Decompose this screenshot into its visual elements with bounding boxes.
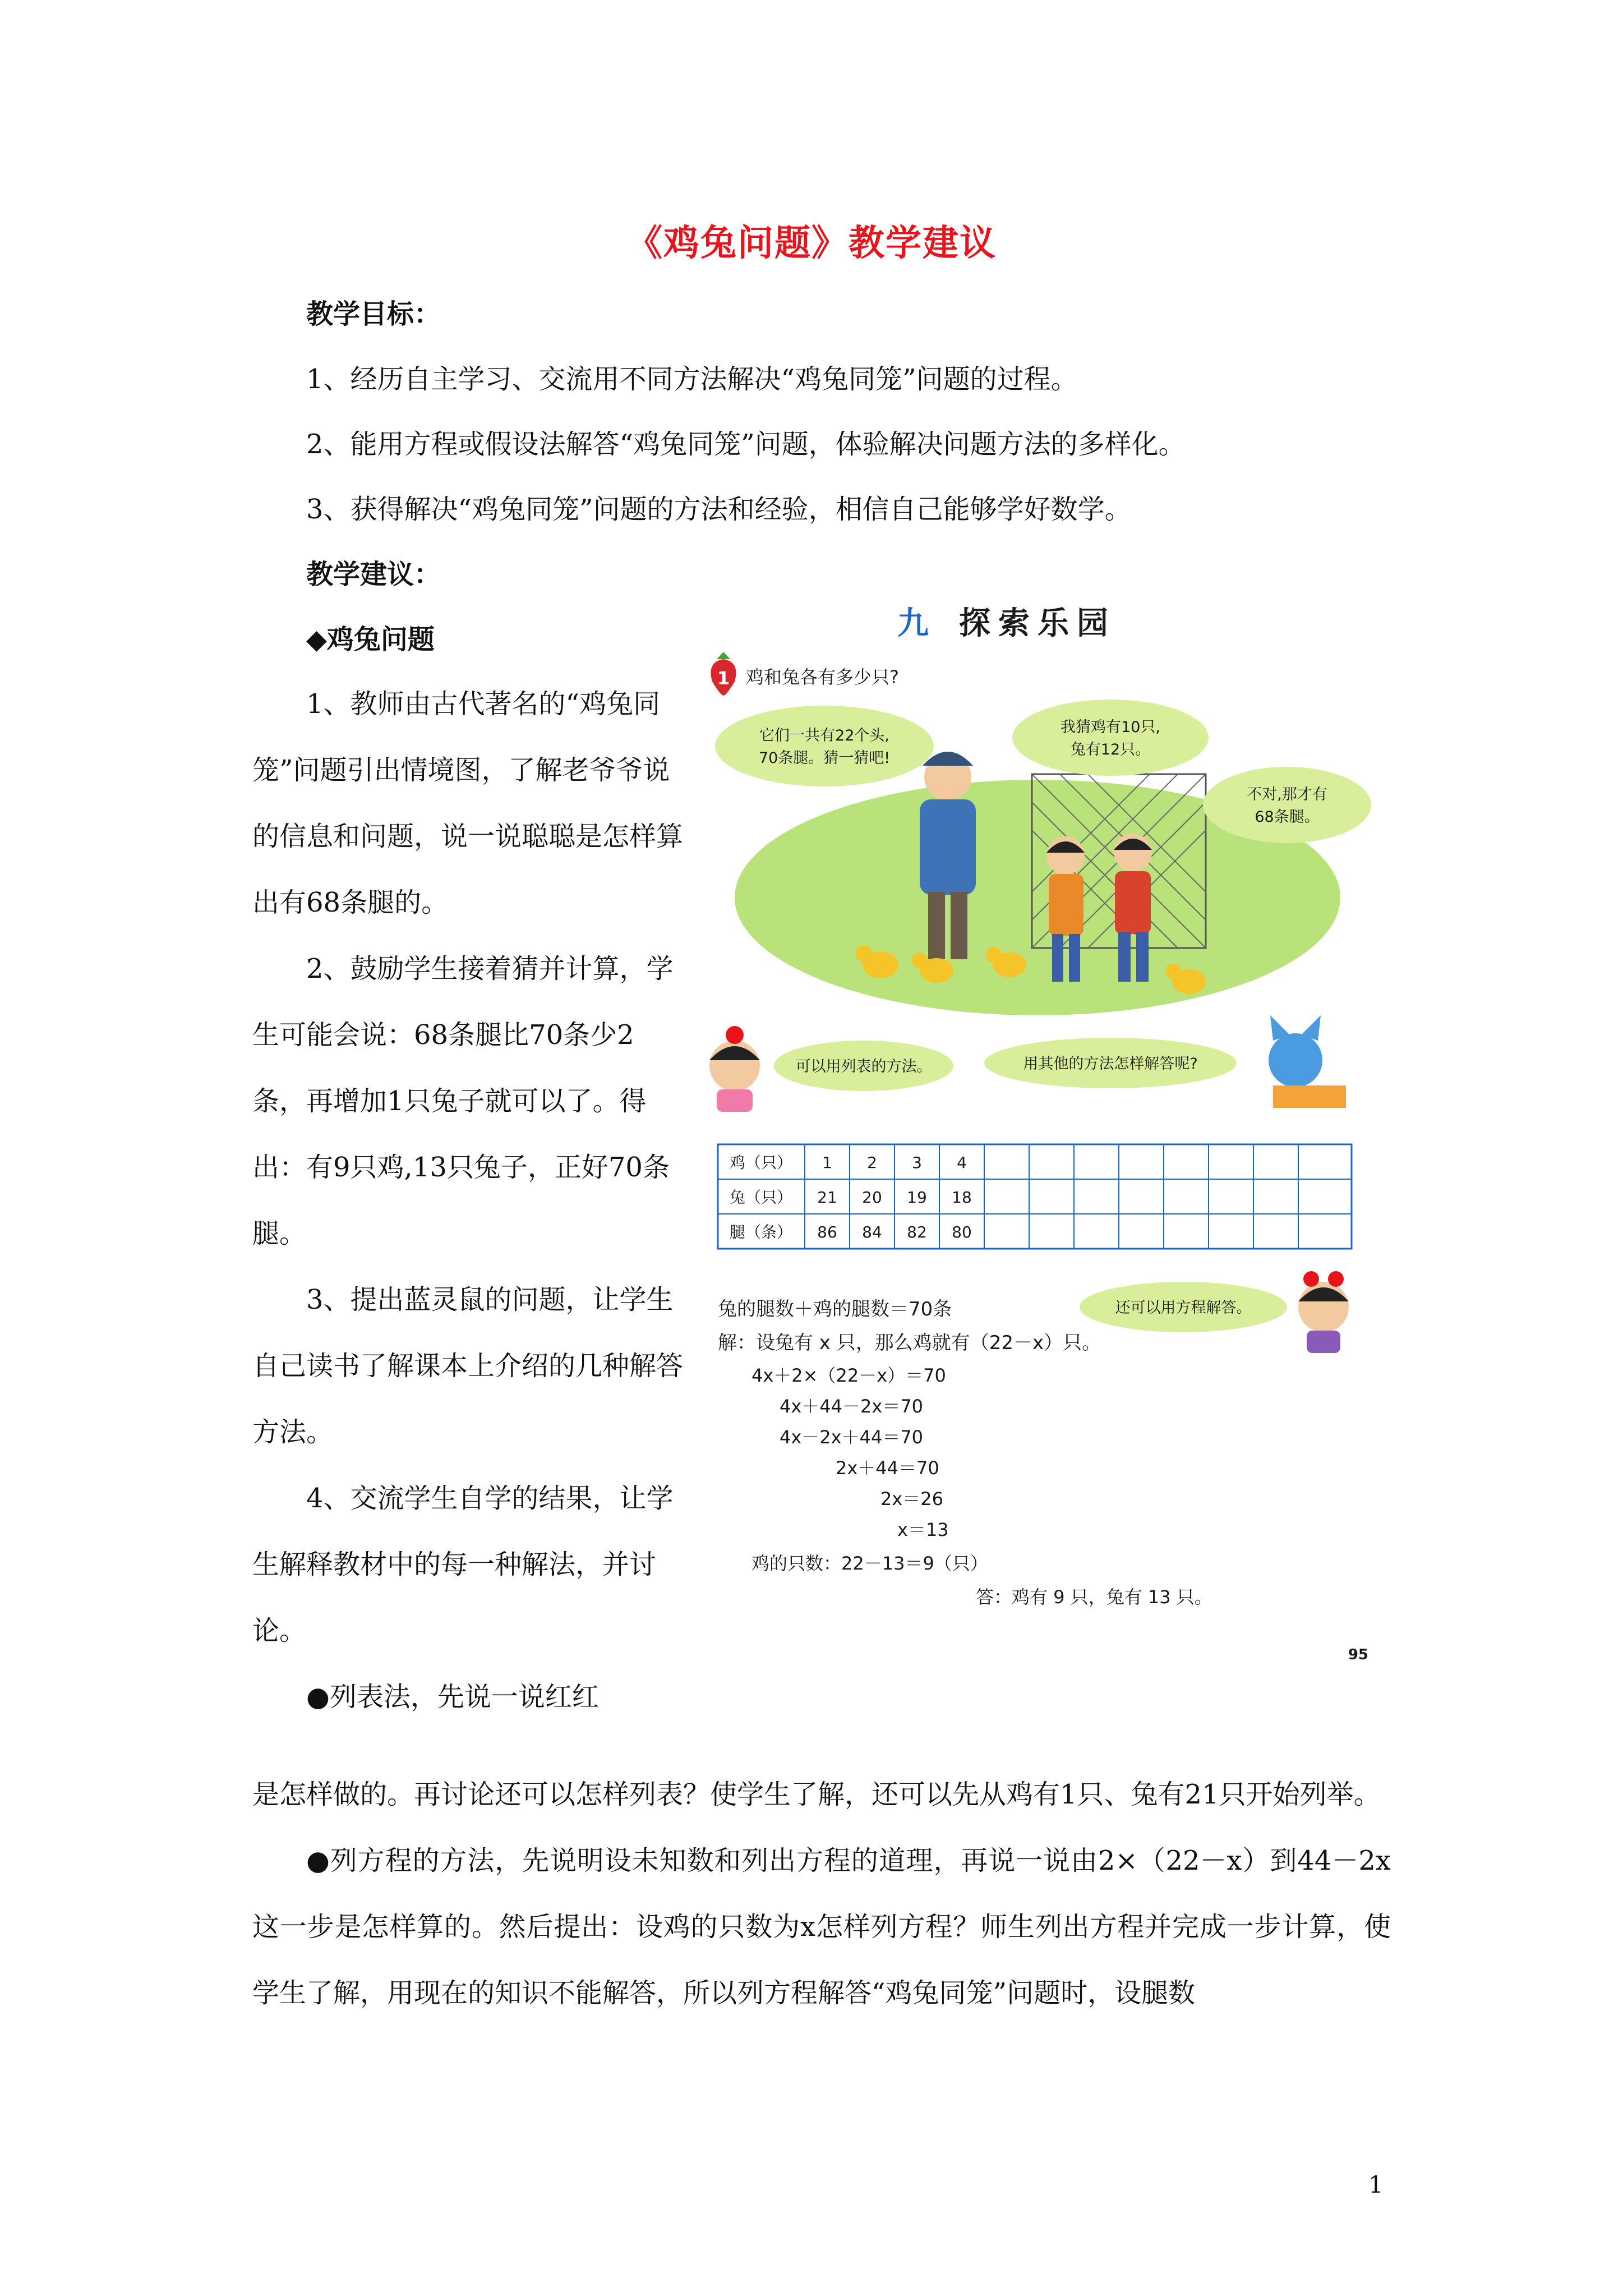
chapter-number: 九 xyxy=(897,606,929,642)
solution-intro: 解：设兔有 x 只，那么鸡就有（22－x）只。 xyxy=(718,1332,1101,1354)
table-cell: 18 xyxy=(952,1188,972,1207)
svg-text:它们一共有22个头,: 它们一共有22个头, xyxy=(759,727,889,744)
column-paragraph-1: 1、教师由古代著名的“鸡兔同笼”问题引出情境图，了解老爷爷说的信息和问题，说一说聪聪是怎样算出有68条腿的。 xyxy=(252,688,684,918)
table-row-label: 兔（只） xyxy=(729,1188,793,1207)
full-paragraph-1: 是怎样做的。再讨论还可以怎样列表？使学生了解，还可以先从鸡有1只、兔有21只开始列举。 xyxy=(252,1779,1381,1810)
column-paragraph-2: 2、鼓励学生接着猜并计算，学生可能会说：68条腿比70条少2条，再增加1只兔子就可以了。得出：有9只鸡,13只兔子，正好70条腿。 xyxy=(252,953,674,1249)
section-heading: ◆鸡兔问题 xyxy=(306,624,435,655)
objective-3: 3、获得解决“鸡兔同笼”问题的方法和经验，相信自己能够学好数学。 xyxy=(306,494,1132,525)
table-cell: 3 xyxy=(912,1153,922,1172)
problem-question: 鸡和兔各有多少只? xyxy=(746,666,899,688)
table-cell: 20 xyxy=(862,1188,882,1207)
page-number: 1 xyxy=(1368,2171,1384,2198)
table-cell: 4 xyxy=(957,1153,967,1172)
objective-1: 1、经历自主学习、交流用不同方法解决“鸡兔同笼”问题的过程。 xyxy=(306,364,1078,395)
table-cells xyxy=(730,1153,972,1241)
table-cell: 80 xyxy=(952,1223,972,1241)
girl-avatar xyxy=(709,1026,760,1112)
table-row-label: 鸡（只） xyxy=(729,1153,793,1172)
bubble-girl xyxy=(774,1041,953,1091)
solution-step: 2x＝26 xyxy=(880,1488,944,1510)
equation-heading: 兔的腿数＋鸡的腿数＝70条 xyxy=(718,1298,952,1320)
solution-step: 4x＋2×（22－x）＝70 xyxy=(751,1365,946,1386)
solution-step: 4x＋44－2x＝70 xyxy=(780,1396,924,1417)
objectives-heading: 教学目标： xyxy=(306,298,441,330)
table-cell: 86 xyxy=(817,1223,837,1241)
table-cell: 19 xyxy=(907,1188,927,1207)
table-cell: 84 xyxy=(862,1223,882,1241)
table-cell: 2 xyxy=(867,1153,877,1172)
bullet-list-method-start: ●列表法，先说一说红红 xyxy=(306,1681,599,1713)
table-cell: 82 xyxy=(907,1223,927,1241)
column-paragraph-3: 3、提出蓝灵鼠的问题，让学生自己读书了解课本上介绍的几种解答方法。 xyxy=(252,1284,684,1448)
full-paragraph-2: ●列方程的方法，先说明设未知数和列出方程的道理，再说一说由2×（22－x）到44－2x这一步是怎样算的。然后提出：设鸡的只数为x怎样列方程？师生列出方程并完成一步计算，使学生了解，用现在的知识不能解答，所以列方程解答“鸡兔同笼”问题时，设腿数 xyxy=(252,1845,1391,2009)
bubble-grandpa xyxy=(715,706,934,786)
page-title: 《鸡兔问题》教学建议 xyxy=(626,222,997,264)
solution-step: 2x＋44＝70 xyxy=(836,1457,939,1479)
full-width-text xyxy=(252,1761,1391,2026)
bubble-girl-2 xyxy=(1080,1282,1287,1332)
enumeration-table xyxy=(718,1144,1352,1249)
svg-text:不对,那才有: 不对,那才有 xyxy=(1247,786,1327,803)
svg-text:还可以用方程解答。: 还可以用方程解答。 xyxy=(1115,1299,1252,1317)
left-column-text xyxy=(252,671,684,1730)
svg-text:68条腿。: 68条腿。 xyxy=(1255,808,1320,826)
suggestions-heading: 教学建议： xyxy=(306,559,441,590)
bubble-mouse xyxy=(984,1038,1237,1088)
chicken-count: 鸡的只数：22－13＝9（只） xyxy=(751,1553,988,1574)
solution-step: x＝13 xyxy=(897,1519,949,1540)
svg-text:可以用列表的方法。: 可以用列表的方法。 xyxy=(795,1058,932,1075)
objective-2: 2、能用方程或假设法解答“鸡兔同笼”问题，体验解决问题方法的多样化。 xyxy=(306,429,1186,460)
girl-avatar-2 xyxy=(1298,1271,1349,1353)
svg-text:70条腿。猜一猜吧!: 70条腿。猜一猜吧! xyxy=(758,749,891,767)
solution-steps xyxy=(751,1365,949,1540)
textbook-page-number: 95 xyxy=(1348,1646,1368,1663)
solution-step: 4x－2x＋44＝70 xyxy=(780,1427,924,1448)
table-cell: 1 xyxy=(822,1153,832,1172)
problem-number: 1 xyxy=(717,668,730,689)
column-paragraph-4: 4、交流学生自学的结果，让学生解释教材中的每一种解法，并讨论。 xyxy=(252,1483,674,1646)
svg-text:兔有12只。: 兔有12只。 xyxy=(1070,741,1151,758)
blue-mouse-avatar xyxy=(1269,1015,1346,1108)
bubble-boy-2 xyxy=(1203,767,1371,843)
textbook-page-image xyxy=(695,606,1391,1683)
svg-text:我猜鸡有10只,: 我猜鸡有10只, xyxy=(1061,719,1160,736)
chapter-title: 探索乐园 xyxy=(959,606,1116,642)
answer: 答：鸡有 9 只，兔有 13 只。 xyxy=(976,1586,1212,1608)
svg-text:用其他的方法怎样解答呢?: 用其他的方法怎样解答呢? xyxy=(1023,1055,1198,1073)
strawberry-icon xyxy=(711,652,736,696)
table-row-label: 腿（条） xyxy=(729,1223,793,1241)
bubble-boy-1 xyxy=(1012,700,1209,776)
table-cell: 21 xyxy=(817,1188,837,1207)
